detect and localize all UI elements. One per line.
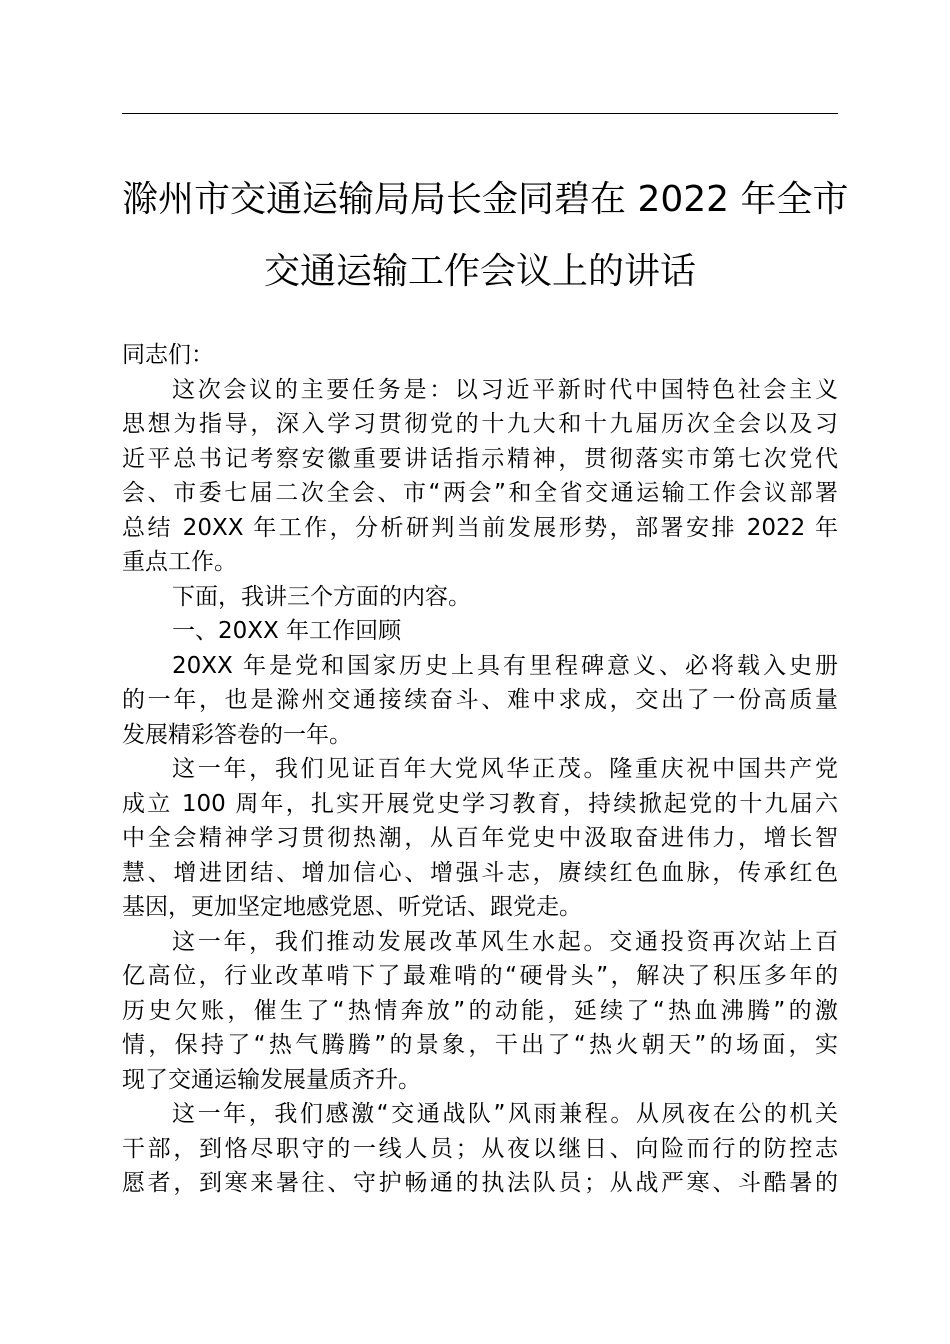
paragraph-line: 基因，更加坚定地感党恩、听党话、跟党走。 — [122, 894, 582, 920]
paragraph-line: 下面，我讲三个方面的内容。 — [172, 583, 471, 610]
paragraph-line: 这一年，我们感激“交通战队”风雨兼程。从夙夜在公的机关 — [172, 1101, 838, 1127]
paragraph-line: 总结 20XX 年工作，分析研判当前发展形势，部署安排 2022 年 — [122, 514, 838, 541]
document-title-line-2: 交通运输工作会议上的讲话 — [263, 251, 696, 292]
paragraph-line: 重点工作。 — [122, 549, 237, 575]
document-title-line-1: 滁州市交通运输局局长金同碧在 2022 年全市 — [122, 179, 849, 220]
paragraph-line: 慧、增进团结、增加信心、增强斗志，赓续红色血脉，传承红色 — [122, 859, 838, 886]
paragraph-line: 历史欠账，催生了“热情奔放”的动能，延续了“热血沸腾”的激 — [122, 997, 838, 1024]
paragraph-line: 现了交通运输发展量质齐升。 — [122, 1066, 421, 1093]
paragraph-line: 20XX 年是党和国家历史上具有里程碑意义、必将载入史册 — [172, 652, 838, 679]
paragraph-line: 情，保持了“热气腾腾”的景象，干出了“热火朝天”的场面，实 — [122, 1032, 838, 1058]
paragraph-line: 的一年，也是滁州交通接续奋斗、难中求成，交出了一份高质量 — [122, 687, 838, 713]
paragraph-line: 中全会精神学习贯彻热潮，从百年党史中汲取奋进伟力，增长智 — [122, 825, 838, 851]
speech-body — [122, 338, 838, 1201]
paragraph-line: 亿高位，行业改革啃下了最难啃的“硬骨头”，解决了积压多年的 — [122, 963, 838, 989]
paragraph-line: 近平总书记考察安徽重要讲话指示精神，贯彻落实市第七次党代 — [122, 445, 838, 472]
salutation: 同志们： — [122, 342, 214, 368]
paragraph-line: 这次会议的主要任务是：以习近平新时代中国特色社会主义 — [172, 376, 838, 403]
paragraph-line: 干部，到恪尽职守的一线人员；从夜以继日、向险而行的防控志 — [122, 1135, 838, 1162]
paragraph-line: 愿者，到寒来暑往、守护畅通的执法队员；从战严寒、斗酷暑的 — [122, 1170, 838, 1196]
paragraph-line: 成立 100 周年，扎实开展党史学习教育，持续掀起党的十九届六 — [122, 790, 838, 817]
paragraph-line: 这一年，我们见证百年大党风华正茂。隆重庆祝中国共产党 — [172, 756, 838, 782]
paragraph-line: 会、市委七届二次全会、市“两会”和全省交通运输工作会议部署 — [122, 480, 838, 506]
paragraph-line: 思想为指导，深入学习贯彻党的十九大和十九届历次全会以及习 — [122, 411, 838, 437]
paragraph-line: 发展精彩答卷的一年。 — [122, 721, 352, 748]
header-rule — [122, 113, 838, 114]
paragraph-line: 这一年，我们推动发展改革风生水起。交通投资再次站上百 — [172, 928, 838, 955]
section-heading: 一、20XX 年工作回顾 — [172, 618, 402, 644]
